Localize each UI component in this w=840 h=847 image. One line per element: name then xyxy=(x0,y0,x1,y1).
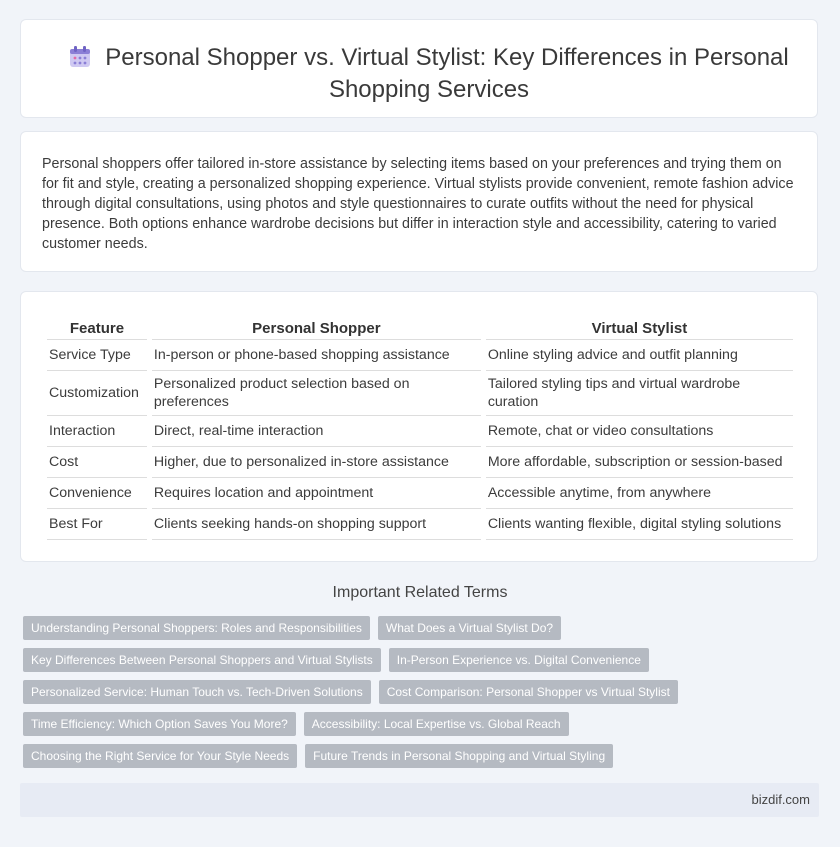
table-row xyxy=(47,340,793,371)
table-cell: Service Type xyxy=(47,340,147,371)
related-term-tag[interactable]: Future Trends in Personal Shopping and Virtual Styling xyxy=(305,744,613,768)
comparison-table xyxy=(42,315,798,540)
table-cell: Direct, real-time interaction xyxy=(152,416,481,447)
table-cell: In-person or phone-based shopping assistance xyxy=(152,340,481,371)
table-row xyxy=(47,447,793,478)
tag-row xyxy=(23,744,823,768)
table-row xyxy=(47,509,793,540)
table-row xyxy=(47,371,793,416)
header-feature: Feature xyxy=(47,315,147,340)
comparison-card xyxy=(20,291,818,562)
table-cell: Accessible anytime, from anywhere xyxy=(486,478,793,509)
related-term-tag[interactable]: Personalized Service: Human Touch vs. Tech-Driven Solutions xyxy=(23,680,371,704)
table-row xyxy=(47,416,793,447)
intro-card xyxy=(20,131,818,272)
related-term-tag[interactable]: What Does a Virtual Stylist Do? xyxy=(378,616,561,640)
table-cell: Clients wanting flexible, digital styling solutions xyxy=(486,509,793,540)
related-term-tag[interactable]: Key Differences Between Personal Shoppers and Virtual Stylists xyxy=(23,648,381,672)
table-cell: Higher, due to personalized in-store assistance xyxy=(152,447,481,478)
tag-row xyxy=(23,712,823,736)
related-term-tag[interactable]: In-Person Experience vs. Digital Convenience xyxy=(389,648,649,672)
table-cell: Online styling advice and outfit planning xyxy=(486,340,793,371)
related-term-tag[interactable]: Understanding Personal Shoppers: Roles and Responsibilities xyxy=(23,616,370,640)
table-cell: Cost xyxy=(47,447,147,478)
table-header-row xyxy=(47,315,793,340)
table-cell: Personalized product selection based on preferences xyxy=(152,371,481,416)
related-term-tag[interactable]: Accessibility: Local Expertise vs. Global Reach xyxy=(304,712,569,736)
intro-paragraph: Personal shoppers offer tailored in-store assistance by selecting items based on your preferences and trying them on for fit and style, creating a personalized shopping experience. Virtual stylists provide convenient, remote fashion advice through digital consultations, using photos and style questionnaires to curate outfits without the need for physical presence. Both options enhance wardrobe decisions but differ in interaction style and accessibility, catering to varied customer needs. xyxy=(42,156,794,252)
header-personal-shopper: Personal Shopper xyxy=(152,315,481,340)
header-card xyxy=(20,19,818,118)
calendar-icon xyxy=(69,46,91,75)
table-cell: Interaction xyxy=(47,416,147,447)
header-virtual-stylist: Virtual Stylist xyxy=(486,315,793,340)
related-term-tag[interactable]: Time Efficiency: Which Option Saves You More? xyxy=(23,712,296,736)
tag-row xyxy=(23,648,823,672)
table-cell: Requires location and appointment xyxy=(152,478,481,509)
table-cell: Clients seeking hands-on shopping support xyxy=(152,509,481,540)
related-term-tag[interactable]: Choosing the Right Service for Your Style Needs xyxy=(23,744,297,768)
table-row xyxy=(47,478,793,509)
related-term-tag[interactable]: Cost Comparison: Personal Shopper vs Virtual Stylist xyxy=(379,680,678,704)
table-cell: More affordable, subscription or session-based xyxy=(486,447,793,478)
table-cell: Customization xyxy=(47,371,147,416)
footer-site-link[interactable]: bizdif.com xyxy=(751,792,810,807)
related-terms-list xyxy=(23,616,823,776)
table-cell: Tailored styling tips and virtual wardrobe curation xyxy=(486,371,793,416)
tag-row xyxy=(23,680,823,704)
footer-bar xyxy=(20,783,819,817)
related-terms-title: Important Related Terms xyxy=(332,584,508,601)
page-title: Personal Shopper vs. Virtual Stylist: Key Differences in Personal Shopping Services xyxy=(105,44,789,103)
table-cell: Convenience xyxy=(47,478,147,509)
page-title-wrap xyxy=(61,43,797,104)
table-cell: Remote, chat or video consultations xyxy=(486,416,793,447)
table-cell: Best For xyxy=(47,509,147,540)
tag-row xyxy=(23,616,823,640)
